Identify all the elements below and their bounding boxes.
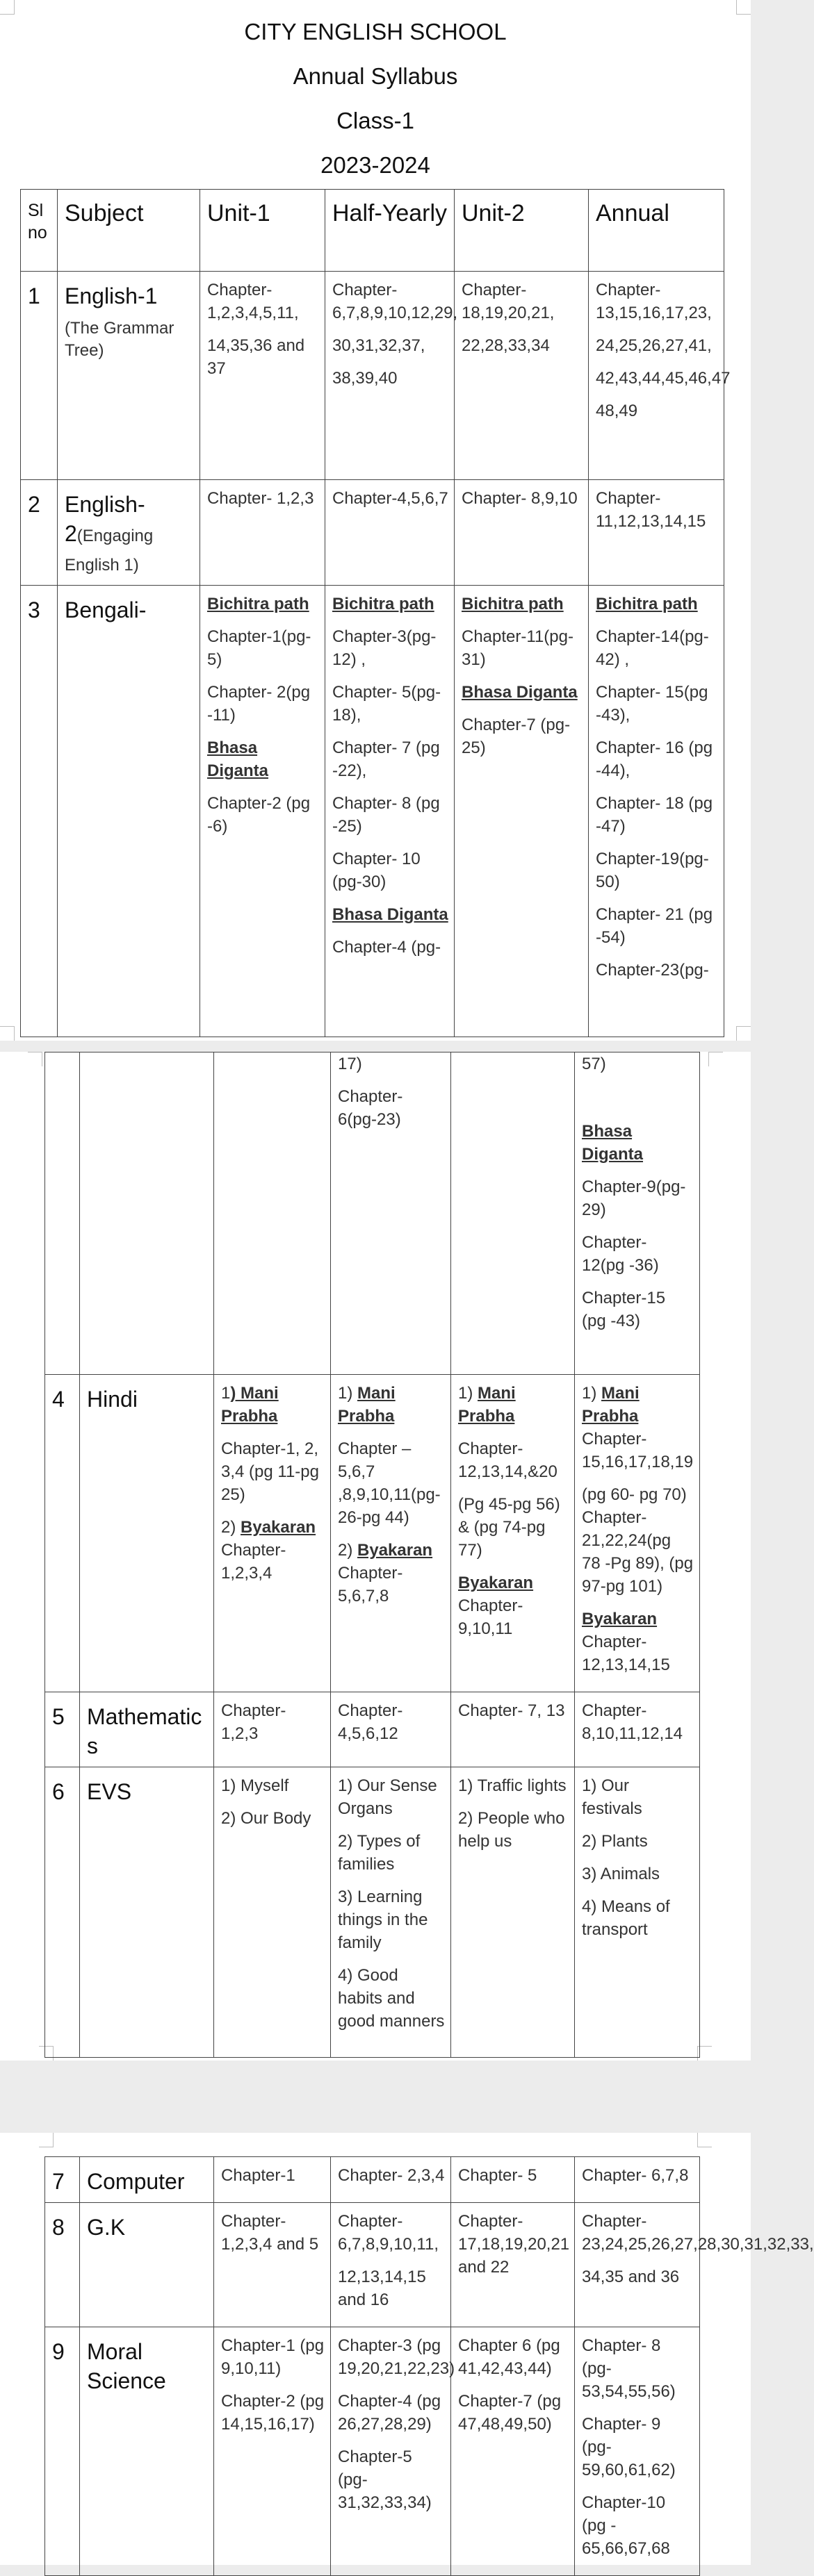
unit2-cell (455, 586, 589, 1037)
row-number: 8 (45, 2203, 80, 2327)
book-title-mani-prabha: Mani Prabha (458, 1384, 516, 1426)
half-yearly-cell (331, 1767, 451, 2058)
row-number: 3 (21, 586, 58, 1037)
chapter-line: Chapter- 16 (pg -44), (596, 738, 713, 780)
chapter-line: 42,43,44,45,46,47 (596, 369, 731, 388)
chapter-line: Chapter- 6(pg-23) (338, 1087, 403, 1129)
row-number: 7 (45, 2157, 80, 2203)
row-number: 5 (45, 1692, 80, 1767)
table-row-english1 (21, 272, 724, 480)
row-number: 9 (45, 2327, 80, 2576)
document-header (0, 10, 751, 188)
crop-mark (28, 1052, 42, 1066)
chapter-line: Chapter-9,10,11 (458, 1596, 523, 1638)
chapter-line: Chapter-1 (pg 9,10,11) (221, 2336, 325, 2378)
chapter-line: Chapter-1,2,3,4 and 5 (221, 2212, 319, 2254)
syllabus-table-part-1 (20, 189, 731, 1037)
document-page-2 (0, 1052, 751, 2061)
subject-cell (58, 272, 200, 480)
subject-name: English-2 (65, 492, 145, 546)
unit1-cell (214, 1052, 331, 1375)
list-number: 1) (338, 1384, 358, 1403)
topic-line: 3) Learning things in the family (338, 1888, 428, 1952)
book-title-bichitra-path: Bichitra path (332, 595, 434, 613)
subject-book: (Engaging English 1) (65, 527, 154, 575)
chapter-line: Chapter-10 (pg - 65,66,67,68 (582, 2493, 670, 2558)
col-header-subject: Subject (58, 190, 200, 272)
book-title-byakaran: Byakaran (357, 1541, 433, 1560)
book-title-bichitra-path: Bichitra path (596, 595, 698, 613)
table-row-moral-science (45, 2327, 700, 2576)
chapter-line: Chapter-18,19,20,21, (462, 281, 555, 322)
book-title-bhasa-diganta: Bhasa Diganta (462, 683, 578, 702)
book-title-mani-prabha: Mani Prabha (338, 1384, 396, 1426)
half-yearly-cell: Chapter-4,5,6,12 (331, 1692, 451, 1767)
topic-line: 2) Types of families (338, 1832, 421, 1874)
chapter-line: Chapter-5,6,7,8 (338, 1564, 403, 1605)
annual-cell (589, 272, 731, 480)
chapter-line: Chapter-12,13,14,15 (582, 1633, 670, 1674)
chapter-line: Chapter-7 (pg-25) (462, 716, 571, 757)
book-title-bichitra-path: Bichitra path (462, 595, 564, 613)
chapter-line: Chapter-4 (pg 26,27,28,29) (338, 2392, 441, 2434)
topic-line: 2) People who help us (458, 1809, 565, 1851)
row-number: 1 (21, 272, 58, 480)
crop-mark (708, 1052, 723, 1066)
document-page-1 (0, 0, 751, 1041)
topic-line: 1) Our Sense Organs (338, 1776, 437, 1818)
chapter-line: 48,49 (596, 402, 638, 420)
half-yearly-cell (325, 586, 455, 1037)
chapter-line: Chapter-1,2,3,4,5,11, (207, 281, 299, 322)
unit1-cell (214, 1375, 331, 1692)
col-header-half-yearly: Half-Yearly (325, 190, 455, 272)
unit2-cell (455, 272, 589, 480)
chapter-line: Chapter- 2(pg -11) (207, 683, 311, 725)
row-number (45, 1052, 80, 1375)
subject-cell: Hindi (80, 1375, 214, 1692)
chapter-line: Chapter-12,13,14,&20 (458, 1439, 557, 1481)
table-row-bengali-continued (45, 1052, 700, 1375)
session-year: 2023-2024 (320, 152, 430, 178)
school-name: CITY ENGLISH SCHOOL (244, 19, 507, 44)
chapter-line: Chapter-6,7,8,9,10,12,29, (332, 281, 458, 322)
chapter-line: Chapter-1,2,3,4 (221, 1541, 286, 1583)
chapter-line: Chapter- 5(pg-18), (332, 683, 441, 725)
col-header-unit1: Unit-1 (200, 190, 325, 272)
chapter-line: Chapter-13,15,16,17,23, (596, 281, 712, 322)
subject-cell: Bengali- (58, 586, 200, 1037)
chapter-line: Chapter- 21 (pg -54) (596, 905, 713, 947)
topic-line: 2) Our Body (221, 1809, 311, 1828)
chapter-line: Chapter- 9 (pg-59,60,61,62) (582, 2415, 676, 2479)
chapter-line: 24,25,26,27,41, (596, 336, 712, 355)
annual-cell (575, 1375, 700, 1692)
chapter-line: Chapter-4 (pg- (332, 938, 441, 957)
crop-mark (697, 2133, 712, 2147)
book-title-byakaran: Byakaran (582, 1610, 658, 1628)
chapter-line: 12,13,14,15 and 16 (338, 2268, 426, 2309)
half-yearly-cell: Chapter-4,5,6,7 (325, 480, 455, 586)
chapter-line: Chapter-7 (pg 47,48,49,50) (458, 2392, 562, 2434)
table-row-bengali (21, 586, 724, 1037)
chapter-line: 38,39,40 (332, 369, 398, 388)
topic-line: 2) Plants (582, 1832, 648, 1851)
row-number: 4 (45, 1375, 80, 1692)
annual-cell (575, 1052, 700, 1375)
unit1-cell (214, 2203, 331, 2327)
book-title-mani-prabha: ) Mani Prabha (221, 1384, 279, 1426)
subject-cell: Mathematics (80, 1692, 214, 1767)
topic-line: 3) Animals (582, 1865, 660, 1883)
chapter-line: Chapter- 15(pg -43), (596, 683, 708, 725)
subject-cell (58, 480, 200, 586)
chapter-line: Chapter-9(pg-29) (582, 1178, 686, 1219)
chapter-line: Chapter-3(pg-12) , (332, 627, 437, 669)
chapter-line: Chapter-6,7,8,9,10,11, (338, 2212, 439, 2254)
list-number: 2) (338, 1541, 358, 1560)
book-title-bhasa-diganta: Bhasa Diganta (207, 738, 269, 780)
annual-cell (589, 586, 724, 1037)
unit2-cell (451, 1052, 575, 1375)
crop-mark (736, 1026, 751, 1041)
col-header-slno: Sl no (21, 190, 58, 272)
chapter-line: Chapter-1(pg-5) (207, 627, 311, 669)
unit2-cell: Chapter- 5 (451, 2157, 575, 2203)
annual-cell: Chapter-8,10,11,12,14 (575, 1692, 700, 1767)
subject-cell: G.K (80, 2203, 214, 2327)
chapter-line: Chapter-2 (pg -6) (207, 794, 311, 836)
book-title-byakaran: Byakaran (458, 1574, 534, 1592)
half-yearly-cell (325, 272, 458, 480)
annual-cell (575, 1767, 700, 2058)
table-row-evs (45, 1767, 700, 2058)
list-number: 1 (221, 1384, 231, 1403)
chapter-line: 14,35,36 and 37 (207, 336, 305, 378)
col-header-annual: Annual (589, 190, 724, 272)
chapter-line: 30,31,32,37, (332, 336, 425, 355)
book-title-bhasa-diganta: Bhasa Diganta (582, 1122, 644, 1164)
table-row-mathematics (45, 1692, 700, 1767)
chapter-line: Chapter-2 (pg 14,15,16,17) (221, 2392, 325, 2434)
half-yearly-cell (331, 2327, 455, 2576)
chapter-line: Chapter- 10 (pg-30) (332, 850, 421, 891)
chapter-line: Chapter-1, 2, 3,4 (pg 11-pg 25) (221, 1439, 319, 1504)
chapter-line: 17) (338, 1055, 362, 1073)
chapter-line: Chapter- 12(pg -36) (582, 1233, 659, 1275)
annual-cell (575, 2203, 814, 2327)
syllabus-table-part-3 (44, 2156, 814, 2576)
chapter-line: Chapter 6 (pg 41,42,43,44) (458, 2336, 560, 2378)
annual-cell: Chapter- 6,7,8 (575, 2157, 700, 2203)
table-row-gk (45, 2203, 700, 2327)
topic-line: 1) Myself (221, 1776, 289, 1795)
book-title-bichitra-path: Bichitra path (207, 595, 309, 613)
chapter-line: (pg 60- pg 70) Chapter-21,22,24(pg 78 -Pg 89), (pg 97-pg 101) (582, 1485, 694, 1596)
book-title-bhasa-diganta: Bhasa Diganta (332, 905, 448, 924)
syllabus-title: Annual Syllabus (293, 63, 458, 89)
chapter-line: Chapter-5 (pg-31,32,33,34) (338, 2447, 432, 2512)
list-number: 1) (582, 1384, 602, 1403)
annual-cell (575, 2327, 700, 2576)
chapter-line: Chapter- 18 (pg -47) (596, 794, 713, 836)
unit2-cell (451, 1375, 575, 1692)
chapter-line: Chapter-11(pg-31) (462, 627, 573, 669)
subject-cell: Moral Science (80, 2327, 214, 2576)
unit1-cell: Chapter- 1,2,3 (214, 1692, 331, 1767)
chapter-line: (Pg 45-pg 56) & (pg 74-pg 77) (458, 1495, 560, 1560)
chapter-line: Chapter-15 (pg -43) (582, 1289, 666, 1330)
unit1-cell (214, 2327, 331, 2576)
half-yearly-cell (331, 2203, 451, 2327)
chapter-line: Chapter- 8 (pg-53,54,55,56) (582, 2336, 676, 2401)
half-yearly-cell: Chapter- 2,3,4 (331, 2157, 451, 2203)
col-header-unit2: Unit-2 (455, 190, 589, 272)
chapter-line: Chapter – 5,6,7 ,8,9,10,11(pg-26-pg 44) (338, 1439, 441, 1527)
list-number: 1) (458, 1384, 478, 1403)
document-page-3 (0, 2133, 814, 2565)
chapter-line: 34,35 and 36 (582, 2268, 680, 2286)
subject-book: (The Grammar Tree) (65, 319, 174, 360)
subject-cell: Computer (80, 2157, 214, 2203)
book-title-mani-prabha: Mani Prabha (582, 1384, 640, 1426)
row-number: 2 (21, 480, 58, 586)
table-header-row (21, 190, 724, 272)
topic-line: 4) Good habits and good manners (338, 1966, 445, 2031)
unit2-cell: Chapter- 8,9,10 (455, 480, 589, 586)
chapter-line: Chapter-19(pg-50) (596, 850, 709, 891)
chapter-line: Chapter-3 (pg 19,20,21,22,23) (338, 2336, 455, 2378)
topic-line: 1) Our festivals (582, 1776, 642, 1818)
unit2-cell (451, 2327, 575, 2576)
subject-name: English-1 (65, 283, 158, 308)
unit2-cell (451, 1767, 575, 2058)
table-row-english2 (21, 480, 724, 586)
book-title-byakaran: Byakaran (241, 1518, 316, 1537)
chapter-line: Chapter- 7 (pg -22), (332, 738, 440, 780)
list-number: 2) (221, 1518, 241, 1537)
unit1-cell (214, 1767, 331, 2058)
chapter-line: Chapter-23,24,25,26,27,28,30,31,32,33, (582, 2212, 814, 2254)
row-number: 6 (45, 1767, 80, 2058)
chapter-line: 22,28,33,34 (462, 336, 550, 355)
unit1-cell (200, 272, 325, 480)
chapter-line: Chapter-23(pg- (596, 961, 709, 980)
crop-mark (0, 1026, 15, 1041)
annual-cell: Chapter-11,12,13,14,15 (589, 480, 724, 586)
topic-line: 4) Means of transport (582, 1897, 670, 1939)
table-row-hindi (45, 1375, 700, 1692)
chapter-line: 57) (582, 1055, 606, 1073)
subject-cell (80, 1052, 214, 1375)
chapter-line: Chapter- 8 (pg -25) (332, 794, 440, 836)
unit1-cell: Chapter-1 (214, 2157, 331, 2203)
unit1-cell (200, 586, 325, 1037)
unit1-cell: Chapter- 1,2,3 (200, 480, 325, 586)
chapter-line: Chapter-17,18,19,20,21 and 22 (458, 2212, 570, 2277)
subject-cell: EVS (80, 1767, 214, 2058)
half-yearly-cell (331, 1052, 451, 1375)
topic-line: 1) Traffic lights (458, 1776, 567, 1795)
crop-mark (39, 2133, 54, 2147)
unit2-cell (451, 2203, 575, 2327)
syllabus-table-part-2 (44, 1052, 700, 2058)
chapter-line: Chapter-15,16,17,18,19 (582, 1430, 694, 1471)
chapter-line: Chapter-14(pg-42) , (596, 627, 709, 669)
table-row-computer (45, 2157, 700, 2203)
class-name: Class-1 (336, 108, 414, 133)
unit2-cell: Chapter- 7, 13 (451, 1692, 575, 1767)
half-yearly-cell (331, 1375, 451, 1692)
